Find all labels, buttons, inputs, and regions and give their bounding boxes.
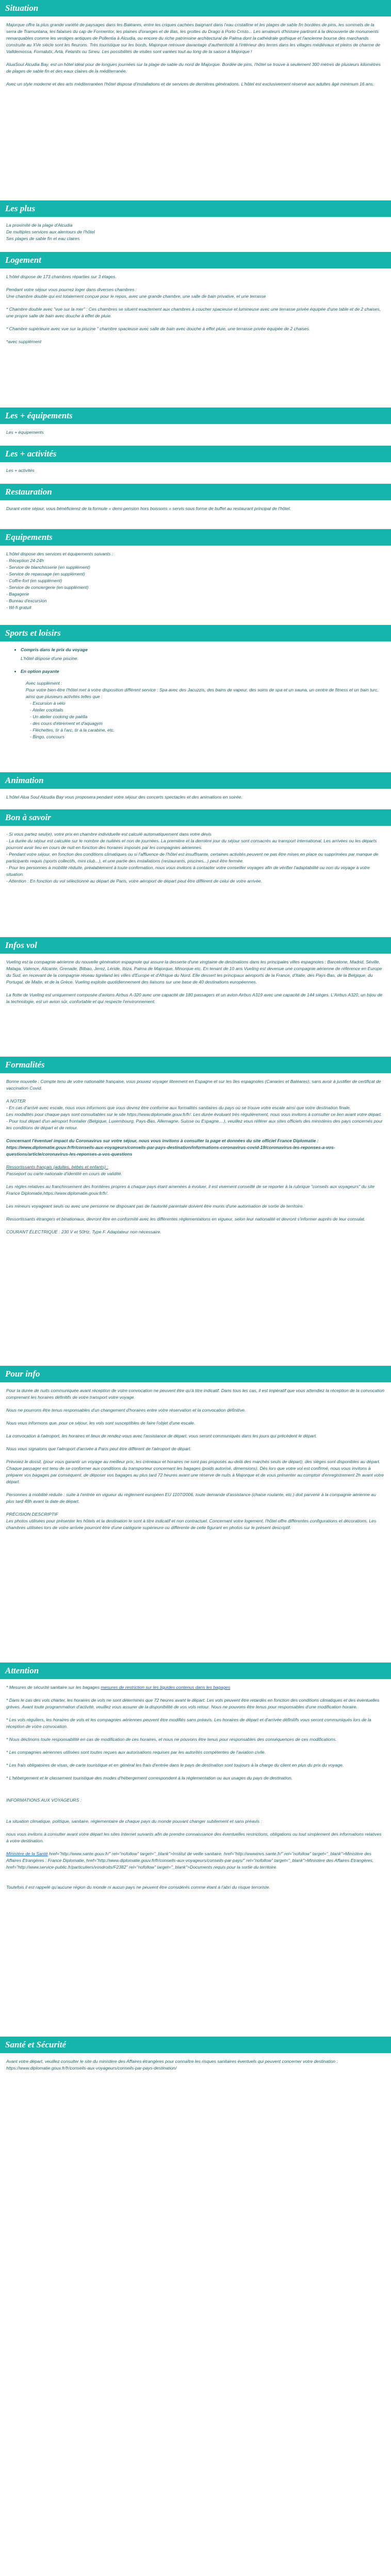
section-formalites bbox=[0, 1057, 391, 1366]
paragraph: Pour la durée de nuits communiquée avant réception de votre convocation ne peuvent être qu'à titre indicatif. Dans tous les cas, il est impératif que vous attendiez la réception de la convocation comprenant les horaires définitifs de votre transport votre voyage. bbox=[6, 1388, 385, 1400]
paragraph: Durant votre séjour, vous bénéficierez de la formule « demi-pension hors boissons » servis sous forme de buffet au restaurant principal de l'hôtel. bbox=[6, 506, 291, 511]
paragraph: * Les compagnies aériennes utilisées sont toutes reçues aux autorisations requises par les autorités compétentes de l'aviation civile. bbox=[6, 1750, 266, 1755]
text-line: A NOTER bbox=[6, 1098, 26, 1104]
section-pour-info bbox=[0, 1366, 391, 1663]
section-restauration bbox=[0, 484, 391, 529]
bagages-restriction-link[interactable]: mesures de restriction sur les liquides contenus dans les bagages bbox=[101, 1685, 231, 1690]
list-item: - Bureau d'excursion bbox=[6, 598, 47, 603]
paragraph: Toutefois il est rappelé qu'aucune région du monde ni aucun pays ne peuvent être considérés comme étant à l'abri du risque terroriste. bbox=[6, 1885, 270, 1890]
paragraph: * Chambre supérieure avec vue sur la piscine " chambre spacieuse avec salle de bain avec douche à effet pluie, une terrasse privée équipée de 2 chaises. bbox=[6, 326, 311, 331]
list-item: - Atelier cocktails bbox=[30, 707, 63, 713]
list-item: - Bagagerie bbox=[6, 591, 29, 597]
paragraph: Nous ne pourrons être tenus responsables d'un changement d'horaires entre votre réservation et la convocation définitive. bbox=[6, 1408, 246, 1413]
paragraph: * Les frais obligatoires de visas, de carte touristique et en général les frais d'entrée dans le pays de destination sont toujours à la charge du client en plus du prix du voyage. bbox=[6, 1762, 344, 1768]
section-bon-a-savoir bbox=[0, 809, 391, 937]
section-title: Les + activités bbox=[0, 446, 391, 462]
section-title: Attention bbox=[0, 1663, 391, 1679]
text-line: - Pour tout départ d'un aéroport frontalier (Belgique, Luxembourg, Pays-Bas, Allemagne, Suisse ou Espagne,...), veuillez vous référer aux sites officiels des ministères des pays concernés pour les conditions de départ et de retour. bbox=[6, 1118, 383, 1130]
paragraph: Une chambre double qui est totalement conçue pour le repos, avec une grande chambre, une salle de bain privative, et une terrasse bbox=[6, 294, 266, 299]
paragraph: Vueling est la compagnie aérienne du nouvelle génération espagnole qui assure la desserte d'une vingtaine de destinations dans les principales villes espagnoles : Barcelone, Madrid, Séville, Malaga, Valence, Alicante, Grenade, Bilbao, Jerez, Léride, Ibiza, Palma de Majorque, Minorque etc. En tenant de 10 ans Vueling est devenue une compagnie aérienne de référence en Europe du Sud, en recevant de la compagnie réseau tigreland les villes d'Europe et d'Afrique du Nord. Elle dessert les principaux aéroports de la France, d'Italie, des Pays-Bas, de la Belgique, du Portugal, de Malte, et de la Grèce. Vueling exploite quotidiennement des liaisons sur une base de 40 destinations européennes. bbox=[6, 959, 382, 985]
text-line: * Mesures de sécurité sanitaire sur les bagages bbox=[6, 1685, 100, 1690]
paragraph: Nous vous signalons que l'aéroport d'arrivée à Paris peut être différent de l'aéroport de départ. bbox=[6, 1446, 191, 1451]
section-sante-securite bbox=[0, 2037, 391, 2084]
paragraph: * Chambre double avec "vue sur la mer" : Ces chambres se situent exactement aux chambres à coucher spacieuse et lumineuse avec une terrasse privée équipée d'une table et de 2 chaises, une propre salle de bain avec douche à effet de pluie. bbox=[6, 307, 381, 318]
paragraph: - Pendant votre séjour, en fonction des conditions climatiques ou si l'affluence de l'hôtel est insuffisante, certaines activités peuvent ne pas être mises en place ou supprimées par manque de participants requis (sports collectifs, mini club...), et une partie des installations (restaurants, piscines...) peut être fermée. bbox=[6, 852, 379, 863]
text-line: La proximité de la plage d'Alcudia bbox=[6, 223, 73, 228]
list-item: - Fléchettes, tir à l'arc, tir à la carabine, etc. bbox=[30, 727, 115, 733]
paragraph: - Attention : En fonction du vol sélectionné au départ de Paris, votre aéroport de départ peut être différent de celui de votre arrivée. bbox=[6, 878, 263, 884]
section-title: Pour info bbox=[0, 1366, 391, 1382]
section-title: Animation bbox=[0, 772, 391, 789]
paragraph: * Nous déclinons toute responsabilité en cas de modification de ces horaires, et nous ne pouvons être tenus pour responsables des conséquences de ces modifications. bbox=[6, 1737, 337, 1742]
paragraph: nous vous invitons à consulter avant votre départ les sites Internet suivants afin de prendre connaissance des éventuelles restrictions, obligations ou tout simplement des informations relatives à votre destination. bbox=[6, 1832, 382, 1843]
section-plus-equipements bbox=[0, 408, 391, 446]
section-title: Infos vol bbox=[0, 937, 391, 954]
paragraph: L'hôtel Alua Soul Alcudia Bay vous proposera pendant votre séjour des concerts spectacles et des animations en soirée. bbox=[6, 794, 242, 800]
section-title: Logement bbox=[0, 252, 391, 268]
paragraph: L'hôtel dispose de 173 chambres réparties sur 3 étages. bbox=[6, 274, 117, 279]
list-item: - Un atelier cooking de paëlla bbox=[30, 714, 88, 719]
paragraph: Concernant l'éventuel impact du Coronavirus sur votre séjour, nous vous invitons à consulter la page et données du site officiel France Diplomatie : https://www.diplomatie.gouv.fr/fr/conseils-aux-voyageurs/conseils-par-pays-destination/informations-coronavirus-covid-19/coronavirus-les-reponses-a-vos-questions/article/coronavirus-les-reponses-a-vos-questions bbox=[6, 1138, 335, 1157]
paragraph: *avec supplément bbox=[6, 339, 42, 344]
paragraph: Bonne nouvelle : Compte tenu de votre nationalité française, vous pouvez voyager librement en Espagne et sur les îles espagnoles (Canaries et Baléares), sans avoir à justifier de certificat de vaccination Covid. bbox=[6, 1079, 381, 1091]
list-item: - Excursion à vélo bbox=[30, 701, 66, 706]
list-heading: • En option payante bbox=[21, 669, 59, 674]
paragraph: Ressortissants étrangers et binationaux, devront être en conformité avec les différentes réglementations en vigueur, selon leur nationalité et devront s'informer auprès de leur consulat. bbox=[6, 1216, 366, 1222]
list-item: - Service de blanchisserie (en supplément) bbox=[6, 565, 90, 570]
section-title: Situation bbox=[0, 0, 391, 16]
list-item: - Service de conciergerie (en supplément) bbox=[6, 585, 89, 590]
paragraph: La convocation à l'aéroport, les horaires et lieux de rendez-vous avec l'assistance de départ, vous seront communiqués dans les jours qui précèdent le départ. bbox=[6, 1433, 317, 1438]
text-line: Avec supplément : bbox=[26, 681, 62, 686]
paragraph: * L'hébergement et le classement touristique des modes d'hébergement correspondent à la réglementation ou aux usages du pays de destination. bbox=[6, 1775, 293, 1781]
paragraph: - Si vous partez seul(e), votre prix en chambre individuelle est calculé automatiquement dans votre devis bbox=[6, 832, 211, 837]
text-line: - En cas d'arrivé avec escale, nous vous informons que vous devrez être conforme aux formalités sanitaires du pays où se trouve votre escale ainsi que votre destination finale. bbox=[6, 1105, 351, 1110]
paragraph: - La durée du séjour est calculée sur le nombre de nuitées et non de journées. La première et la dernière jour du séjour sont consacrés au transport international. Les arrivées ou les départs pourront avoir lieu en cours de nuit en fonction des horaires imposés par les compagnies aériennes. bbox=[6, 838, 377, 850]
text-line: Passeport ou carte nationale d'identité en cours de validité. bbox=[6, 1171, 122, 1176]
section-logement bbox=[0, 252, 391, 408]
list-item: - Coffre-fort (en supplément) bbox=[6, 578, 62, 583]
paragraph: Personnes à mobilité réduite : suite à l'entrée en vigueur du règlement européen EU 1107/2006, toute demande d'assistance (chaise roulante, etc.) doit parvenir à la compagnie aérienne au plus tard 48h avant la date de départ. bbox=[6, 1492, 376, 1504]
text-line: L'hôtel dispose des services et équipements suivants : bbox=[6, 551, 113, 556]
paragraph: * Les vols réguliers, les horaires de vols et les compagnies aériennes peuvent être modifiés sans préavis. Les horaires de départ et d'arrivée définitifs vous seront communiqués lors de la réception de votre convocation. bbox=[6, 1717, 371, 1729]
list-heading: • Compris dans le prix du voyage bbox=[21, 647, 88, 652]
paragraph: PRÉCISION DESCRIPTIF bbox=[6, 1512, 58, 1517]
paragraph: COURANT ÉLECTRIQUE : 230 V et 50Hz. Type F. Adaptateur non nécessaire. bbox=[6, 1229, 161, 1234]
section-title: Les + équipements bbox=[0, 408, 391, 424]
paragraph: Les photos utilisées pour présenter les hôtels et la destination le sont à titre indicatif et non contractuel. Concernant votre logement, l'hôtel offre différentes configurations et décorations. Les chambres utilisées lors de votre arrivée pourront être d'une catégorie supérieure ou différente de celle figurant en photos sur le présent descriptif. bbox=[6, 1518, 377, 1530]
paragraph: Prévoiez le dossil, (pour vous garantir un voyage au meilleur prix, les créneaux et horaires ne sont pas proposés au-delà des marchés seuls de départ), des sièges sont disponibles au départ. Chaque passager est tenu de se conformer aux conditions du transporteur concernant les bagages (poids autorisé, dimensions). Dès lors que votre vol est confirmé, nous vous invitons à préparer vos bagages par conséquent, de déposer vos bagages au plus tard 72 heures avant une réserve de nuits à Majorque et de vous présenter au comptoir d'enregistrement 2h avant votre départ. bbox=[6, 1459, 384, 1484]
section-title: Equipements bbox=[0, 529, 391, 546]
section-attention bbox=[0, 1663, 391, 2037]
text-line: Les modalités pour chaque pays sont consultables sur le site https://www.diplomatie.gouv.fr/fr/. Les durée évoluant très régulièrement, nous vous invitons à consulter ce lien avant votre départ. bbox=[6, 1112, 382, 1117]
section-plus-activites bbox=[0, 446, 391, 484]
section-infos-vol bbox=[0, 937, 391, 1057]
section-animation bbox=[0, 772, 391, 809]
text-line: href="http://www.sante.gouv.fr/" rel="nofollow" target="_blank">Institut de veille sanitaire, href="http://wwwinvs.sante.fr/" rel="nofollow" target="_blank">Ministère des Affaires Etrangères : France Diplomatie, href="http://www.diplomatie.gouv.fr/fr/conseils-aux-voyageurs/conseils-par-pays/" rel="nofollow" target="_blank">Ministère des Affaires Etrangères, href="http://www.service-public.fr/particuliers/vosdroits/F2382" rel="nofollow" target="_blank">Documents requis pour la sortie du territoire. bbox=[6, 1851, 374, 1870]
section-sports bbox=[0, 625, 391, 772]
text-line: De multiples services aux alentours de l'hôtel bbox=[6, 229, 95, 234]
paragraph: Avec un style moderne et des arts méditerranéen l'hôtel dispose d'installations et de services de dernières générations. L'hôtel est exclusivement réservé aux adultes âgé minimum 16 ans. bbox=[6, 81, 374, 87]
section-title: Sports et loisirs bbox=[0, 625, 391, 641]
section-title: Santé et Sécurité bbox=[0, 2037, 391, 2053]
paragraph: Les mineurs voyageant seuls ou avec une personne ne disposant pas de l'autorité parentale doivent être munis d'une autorisation de sortie de territoire. bbox=[6, 1204, 304, 1209]
list-item: - des cours d'étirement et d'aquagym bbox=[30, 721, 103, 726]
list-item: - Bingo, concours bbox=[30, 734, 64, 739]
section-title: Restauration bbox=[0, 484, 391, 500]
paragraph: AluaSoul Alcudia Bay, est un hôtel idéal pour de longues journées sur la plage de sable du nord de Majorque. Bordée de pins, l'hôtel se trouve à seulement 300 mètres de plusieurs kilomètres de plages de sable fin et des eaux claires de la méditerranée. bbox=[6, 62, 381, 74]
list-item: - Réception 24-24h bbox=[6, 558, 44, 563]
section-les-plus bbox=[0, 200, 391, 252]
section-situation bbox=[0, 0, 391, 200]
text-line: Les + équipements bbox=[6, 430, 44, 435]
list-item: - Service de repassage (en supplément) bbox=[6, 571, 85, 577]
paragraph: Pendant votre séjour vous pourrez loger dans diverses chambres : bbox=[6, 287, 137, 292]
paragraph: Les règles relatives au franchissement des frontières propres à chaque pays étant amenées à évoluer, il est vivement conseillé de se reporter à la rubrique "conseils aux voyageurs" du site France Diplomatie,https://www.diplomatie.gouv.fr/fr/. bbox=[6, 1184, 375, 1196]
section-title: Formalités bbox=[0, 1057, 391, 1073]
text-line: Ressortissants français (adultes, bébés et enfants) : bbox=[6, 1164, 108, 1170]
paragraph: * Dans le cas des vols charter, les horaires de vols ne sont déterminés que 72 heures avant le départ. Les vols peuvent être retardés en fonction des conditions climatiques et des éventuelles grèves. Avant toute programmation d'activité, veuillez vous assurer de la disponibilité de vos vols retour. Nous ne pouvons être tenus pour responsables d'une modification horaire. bbox=[6, 1698, 380, 1709]
paragraph: La flotte de Vueling est uniquement composée d'avions Airbus A-320 avec une capacité de 180 passagers et un avion Airbus A319 avec une capacité de 144 sièges. L'Airbus A320, un bijou de la technologie, est un avion sûr, confortable et qui respecte l'environnement. bbox=[6, 992, 383, 1004]
text-line: Ses plages de sable fin et eau claires bbox=[6, 236, 80, 241]
section-title: Les plus bbox=[0, 200, 391, 217]
ministere-sante-link[interactable]: Ministère de la Santé bbox=[6, 1851, 48, 1856]
paragraph: - Pour les personnes à mobilité réduite, préalablement à toute confirmation, nous vous invitons à contacter votre conseiller voyages afin de vérifier l'adaptabilité ou non du voyage à votre situation. bbox=[6, 865, 370, 877]
text-line: Pour votre bien-être l'hôtel met à votre disposition différent service : Spa avec des Jacuzzis, des bains de vapeur, des soins de spa et un sauna, un centre de fitness et un bain turc, ainsi que plusieurs activités telles que : bbox=[26, 687, 379, 699]
list-item: - Wi-fi gratuit bbox=[6, 605, 31, 610]
section-equipements bbox=[0, 529, 391, 625]
paragraph: INFORMATIONS AUX VOYAGEURS : bbox=[6, 1798, 82, 1803]
section-title: Bon à savoir bbox=[0, 809, 391, 826]
text-line: Les + activités bbox=[6, 468, 35, 473]
paragraph: Avant votre départ, veuillez consulter le site du ministère des Affaires étrangères pour connaître les risques sanitaires éventuels qui peuvent concerner votre destination : https://www.diplomatie.gouv.fr/fr/conseils-aux-voyageurs/conseils-par-pays-destination/ bbox=[6, 2059, 338, 2071]
paragraph: Majorque offre la plus grande variété de paysages dans les Baléares, entre les criques cachées baignant dans l'eau cristalline et les plages de sable fin bordées de pins, les sommets de la serra de Tramuntana, les falaises du cap de Formentor, les plaines d'oranges et de lilas, les grottes du Drago à Porto Cristo... Les amateurs d'histoire partiront à la découverte de monuments remarquables comme les vestiges antiques de Pollentia à Alcudia, ou encore du riche patrimoine architectural de Palma dont la cathédrale gothique et l'ancienne bourse des marchands construite au XVe siècle sont les fleurons. Très touristique sur les bords, Majorque retrouve davantage d'authenticité à l'intérieur des terres dans les villages médiévaux et pleins de charme de Valldemossa, Fornalutx, Artà, Felanitx ou Sineu. Les possibilités de visites sont variées tout au long de la saison à Majorque ! bbox=[6, 22, 381, 54]
paragraph: La situation climatique, politique, sanitaire, réglementaire de chaque pays du monde pouvant changer subitement et sans préavis : bbox=[6, 1819, 262, 1824]
paragraph: Nous vous informons que, pour ce séjour, les vols sont susceptibles de faire l'objet d'une escale. bbox=[6, 1420, 196, 1426]
text-line: L'hôtel dispose d'une piscine. bbox=[21, 656, 78, 661]
